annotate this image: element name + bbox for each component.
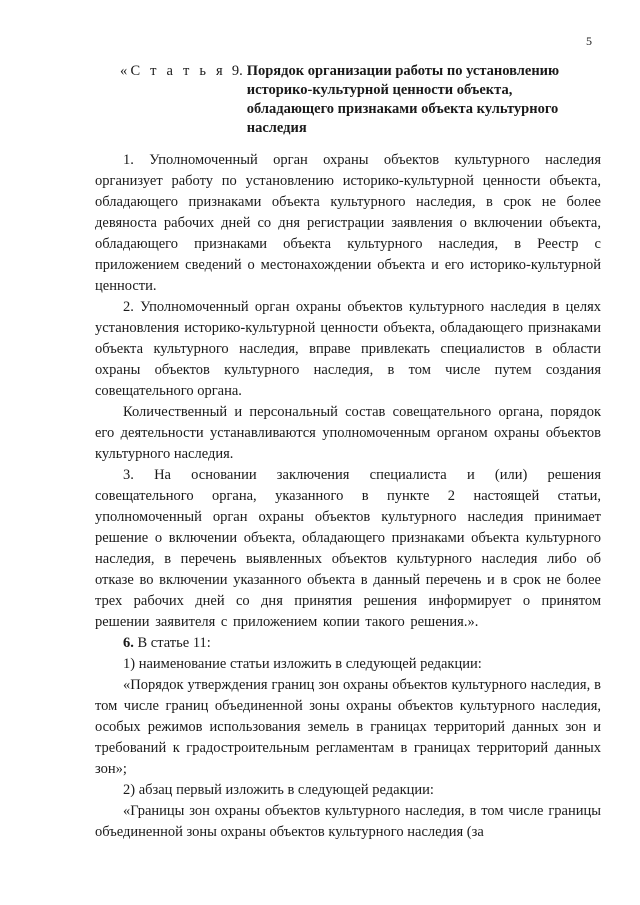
article-number: 9. [231,63,243,79]
amendment-text: В статье 11: [133,635,211,651]
amendment-number: 6. [123,635,134,651]
document-body [95,150,601,843]
paragraph-1: 1. Уполномоченный орган охраны объектов культурного наследия организует работу по установлению историко-культурной ценности объекта, обладающего признаками объекта культурного наследия, в срок не более девяноста рабочих дней со дня регистрации заявления о включении объекта, обладающего признаками объекта культурного наследия, в Реестр с приложением сведений о местонахождении объекта и его историко-культурной ценности. [95,152,601,294]
article-label: «С т а т ь я [120,63,226,79]
paragraph-2: 2. Уполномоченный орган охраны объектов культурного наследия в целях установления историко-культурной ценности объекта, обладающего признаками объекта культурного наследия, вправе привлекать специалистов в области охраны объектов культурного наследия, в том числе путем создания совещательного органа. [95,299,601,399]
paragraph-item-2: 2) абзац первый изложить в следующей редакции: [123,782,434,798]
paragraph-item-1: 1) наименование статьи изложить в следующей редакции: [123,656,482,672]
article-title: Порядок организации работы по установлению историко-культурной ценности объекта, обладающего признаками объекта культурного наследия [246,63,560,136]
paragraph-quote-1: «Порядок утверждения границ зон охраны объектов культурного наследия, в том числе границ объединенной зоны охраны объектов культурного наследия, особых режимов использования земель в границах территорий данных зон и требований к градостроительным регламентам в границах территорий данных зон»; [95,677,601,777]
article-heading [120,62,580,138]
page-number: 5 [586,34,592,48]
paragraph-4: 3. На основании заключения специалиста и (или) решения совещательного органа, указанного в пункте 2 настоящей статьи, уполномоченный орган охраны объектов культурного наследия принимает решение о включении объекта, обладающего признаками объекта культурного наследия, в перечень выявленных объектов культурного наследия либо об отказе во включении указанного объекта в данный перечень и в срок не более трех рабочих дней со дня принятия решения информирует о принятом решении заявителя с приложением копии такого решения.». [95,467,601,630]
amendment-6 [95,633,601,654]
paragraph-3: Количественный и персональный состав совещательного органа, порядок его деятельности устанавливаются уполномоченным органом охраны объектов культурного наследия. [95,404,601,462]
paragraph-quote-2: «Границы зон охраны объектов культурного наследия, в том числе границы объединенной зоны охраны объектов культурного наследия (за [95,803,601,840]
